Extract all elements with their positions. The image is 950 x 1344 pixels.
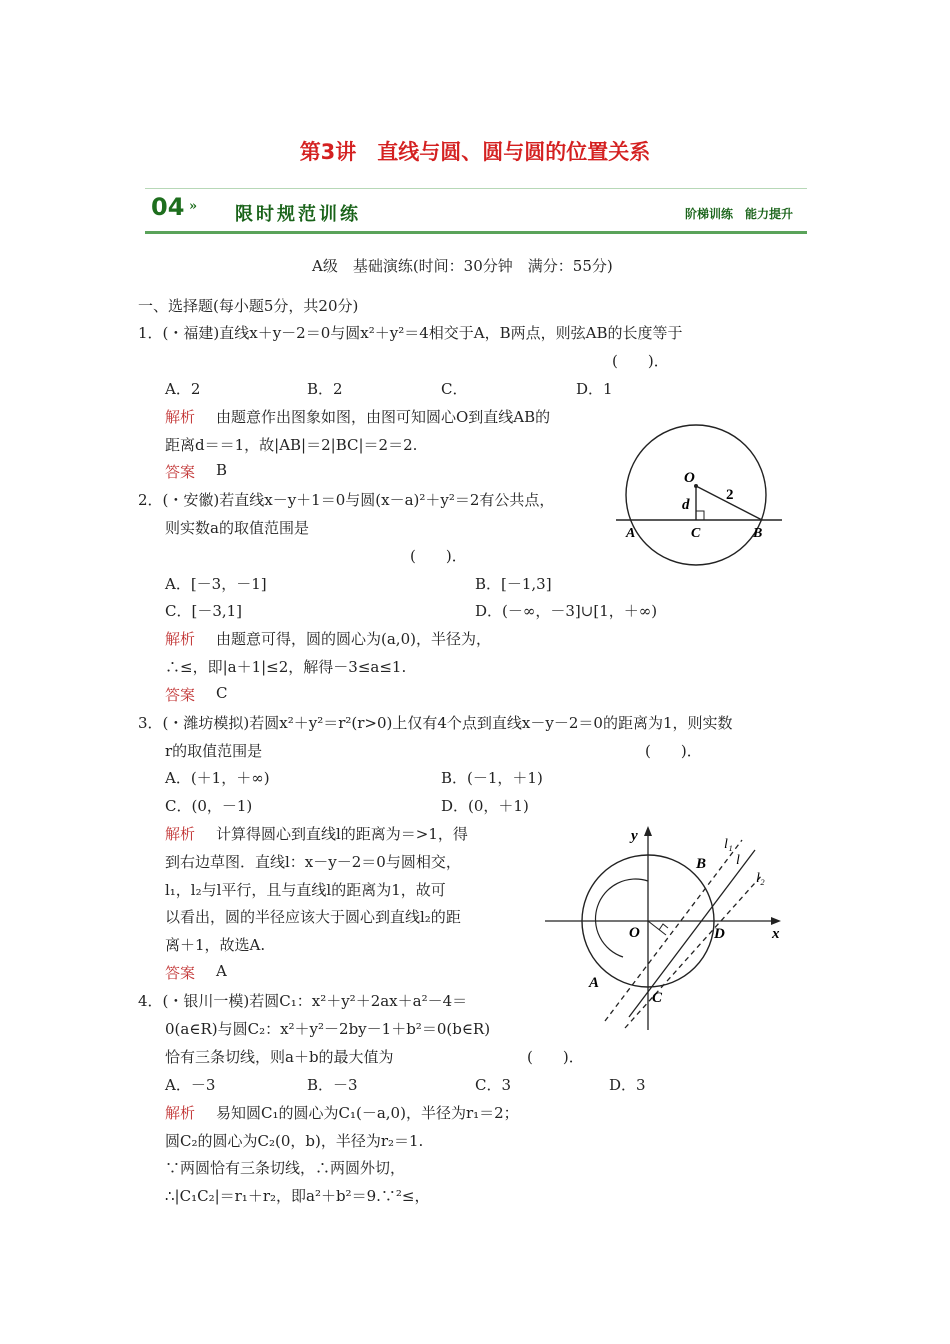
q2-answer: C [216,684,228,702]
q4-stem-line3: 恰有三条切线，则a＋b的最大值为 [165,1048,394,1066]
q3-line-l2 [625,874,763,1028]
q3-analysis-line1: 计算得圆心到直线l的距离为＝>1，得 [216,825,468,843]
q3-label-y: y [631,828,638,844]
q3-analysis-line4: 以看出，圆的半径应该大于圆心到直线l₂的距 [165,908,461,926]
q4-analysis-label: 解析 [165,1104,196,1122]
q3-option-b: B．(－1，＋1) [441,769,543,787]
q1-label-b: B [753,526,763,541]
q1-option-a: A．2 [165,380,201,398]
q3-analysis-line2: 到右边草图．直线l：x－y－2＝0与圆相交， [165,853,461,871]
q3-bracket: ( )． [645,742,702,760]
q1-answer-label: 答案 [165,463,196,481]
q2-option-c: C．[－3,1] [165,602,243,620]
q3-label-a: A [589,975,600,991]
q3-figure [545,820,790,1032]
q1-right-angle [696,511,704,520]
q1-option-d: D．1 [576,380,613,398]
q1-stem: 1．(・福建)直线x＋y－2＝0与圆x²＋y²＝4相交于A，B两点，则弦AB的长度等于 [138,324,683,342]
q4-option-a: A．－3 [165,1076,216,1094]
q1-answer: B [216,461,228,479]
q4-bracket: ( )． [527,1048,584,1066]
q3-label-c: C [652,990,663,1006]
q2-bracket: ( )． [410,547,467,565]
q1-label-2: 2 [726,487,734,503]
q2-option-d: D．(－∞，－3]∪[1，＋∞) [475,602,658,620]
q3-option-d: D．(0，＋1) [441,797,529,815]
banner-subtitle: 阶梯训练 能力提升 [684,207,793,221]
level-heading: A级 基础演练(时间：30分钟 满分：55分) [312,257,613,275]
q3-x-arrow [771,917,781,925]
q3-label-d: D [714,926,725,942]
q1-label-d: d [682,497,690,513]
q3-y-arrow [644,826,652,836]
q3-answer: A [216,962,227,980]
q4-option-b: B．－3 [307,1076,358,1094]
q4-option-c: C．3 [475,1076,512,1094]
q3-analysis-line5: 离＋1，故选A. [165,936,266,954]
q1-option-b: B．2 [307,380,343,398]
section-heading: 一、选择题(每小题5分，共20分) [138,297,359,315]
q3-label-l: l [736,853,740,868]
banner-number: 04 [151,193,185,221]
q2-analysis-line2: ∴≤，即|a＋1|≤2，解得－3≤a≤1. [165,658,407,676]
banner-title: 限时规范训练 [235,204,361,225]
q1-label-c: C [691,526,701,541]
q3-perpendicular [648,921,666,935]
q3-option-c: C．(0，－1) [165,797,253,815]
q4-analysis-line2: 圆C₂的圆心为C₂(0，b)，半径为r₂＝1. [165,1132,424,1150]
q1-option-c: C． [441,380,468,398]
q4-analysis-line1: 易知圆C₁的圆心为C₁(－a,0)，半径为r₁＝2； [216,1104,519,1122]
q2-stem-line2: 则实数a的取值范围是 [165,519,309,537]
q1-analysis-label: 解析 [165,408,196,426]
q4-analysis-line3: ∵两圆恰有三条切线，∴两圆外切， [165,1159,406,1177]
q3-stem-line1: 3．(・潍坊模拟)若圆x²＋y²＝r²(r>0)上仅有4个点到直线x－y－2＝0的距离为1，则实数 [138,714,733,732]
chevron-right-icon: » [189,199,198,214]
q3-stem-line2: r的取值范围是 [165,742,263,760]
q1-label-o: O [684,470,695,486]
q3-label-o: O [629,925,640,941]
q3-analysis-line3: l₁，l₂与l平行，且与直线l的距离为1，故可 [165,881,446,899]
q3-label-x: x [772,926,780,942]
q3-label-b: B [696,856,707,872]
q3-label-l2: l₂ [756,871,765,886]
q2-answer-label: 答案 [165,686,196,704]
q2-option-a: A．[－3，－1] [165,575,267,593]
q3-analysis-label: 解析 [165,825,196,843]
q3-option-a: A．(＋1，＋∞) [165,769,270,787]
q3-answer-label: 答案 [165,964,196,982]
q3-arc-inner [595,879,648,957]
page-title: 第3讲 直线与圆、圆与圆的位置关系 [299,140,651,164]
q4-analysis-line4: ∴|C₁C₂|＝r₁＋r₂，即a²＋b²＝9.∵²≤， [165,1187,430,1205]
q4-stem-line2: 0(a∈R)与圆C₂：x²＋y²－2by－1＋b²＝0(b∈R) [165,1020,491,1038]
q4-stem-line1: 4．(・银川一模)若圆C₁：x²＋y²＋2ax＋a²－4＝ [138,992,468,1010]
q1-figure [612,415,782,585]
q4-option-d: D．3 [609,1076,646,1094]
q1-bracket: ( )． [612,352,669,370]
section-banner [145,188,807,234]
q2-option-b: B．[－1,3] [475,575,552,593]
q1-analysis-line2: 距离d＝＝1，故|AB|＝2|BC|＝2＝2. [165,436,418,454]
q2-analysis-line1: 由题意可得，圆的圆心为(a,0)，半径为， [216,630,491,648]
q3-label-l1: l₁ [724,837,733,852]
q1-label-a: A [626,526,636,541]
q2-stem-line1: 2．(・安徽)若直线x－y＋1＝0与圆(x－a)²＋y²＝2有公共点， [138,491,555,509]
q3-right-angle [659,924,668,930]
q1-analysis-line1: 由题意作出图象如图，由图可知圆心O到直线AB的 [216,408,551,426]
q2-analysis-label: 解析 [165,630,196,648]
